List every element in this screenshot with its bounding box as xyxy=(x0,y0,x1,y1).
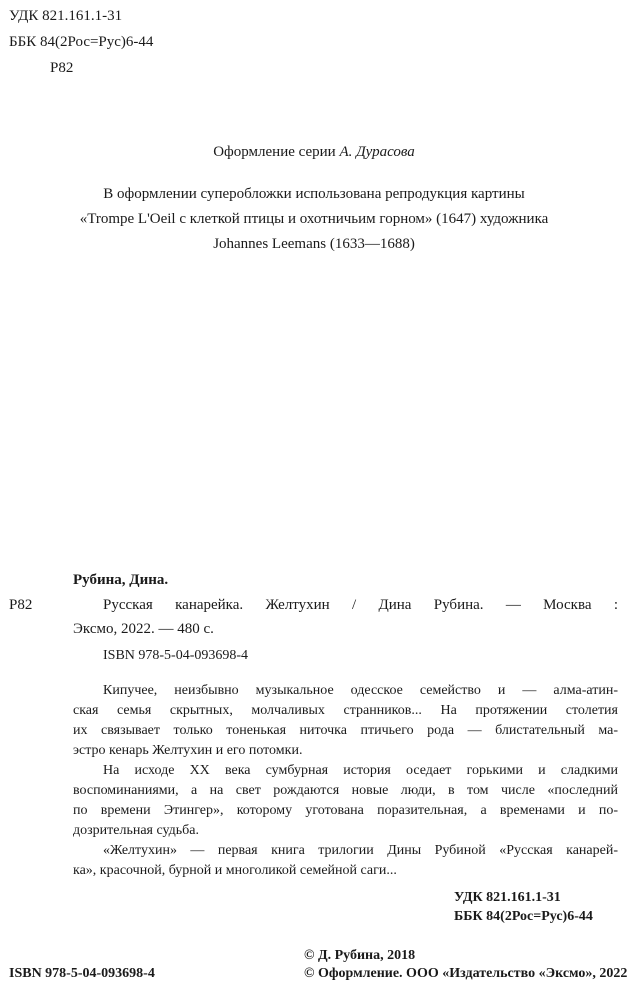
annotation-line: Кипучее, неизбывно музыкальное одесское семейство и — алма-атин- xyxy=(103,683,618,698)
copyright-author: © Д. Рубина, 2018 xyxy=(304,948,416,963)
copyright-design: © Оформление. ООО «Издательство «Эксмо», 2022 xyxy=(304,966,628,981)
annotation-line: по времени Этингер», которому уготована поразительная, а временами и по- xyxy=(73,803,618,818)
annotation-line: ская семья скрытных, молчаливых странников... На протяжении столетия xyxy=(73,703,618,718)
catalog-isbn: ISBN 978-5-04-093698-4 xyxy=(103,648,249,663)
series-designer-name: А. Дурасова xyxy=(339,144,415,160)
annotation-line: ка», красочной, бурной и многоликой семейной саги... xyxy=(73,863,397,878)
cover-note-line-2: «Trompe L'Oeil с клеткой птицы и охотничьим горном» (1647) художника xyxy=(79,211,549,227)
series-design-prefix: Оформление серии xyxy=(213,144,340,160)
catalog-title-line-1: Русская канарейка. Желтухин / Дина Рубина. — Москва : xyxy=(103,597,618,613)
annotation-line: эстро кенарь Желтухин и его потомки. xyxy=(73,743,303,758)
footer-isbn: ISBN 978-5-04-093698-4 xyxy=(9,966,155,981)
udk-code: УДК 821.161.1-31 xyxy=(9,8,123,24)
annotation-line: дозрительная судьба. xyxy=(73,823,199,838)
catalog-title-line-2: Эксмо, 2022. — 480 с. xyxy=(73,621,214,637)
annotation-line: их связывает только тоненькая ниточка птичьего рода — блистательный ма- xyxy=(73,723,618,738)
annotation-line: «Желтухин» — первая книга трилогии Дины Рубиной «Русская канарей- xyxy=(103,843,618,858)
cover-note-line-3: Johannes Leemans (1633—1688) xyxy=(213,236,415,252)
footer-udk: УДК 821.161.1-31 xyxy=(454,890,561,905)
catalog-author: Рубина, Дина. xyxy=(73,572,169,588)
catalog-mark: Р82 xyxy=(9,597,33,613)
annotation-line: воспоминаниями, а на свет рождаются новые люди, в том числе «последний xyxy=(73,783,618,798)
series-design-credit xyxy=(0,142,628,162)
author-mark: Р82 xyxy=(50,60,74,76)
annotation-line: На исходе XX века сумбурная история оседает горькими и сладкими xyxy=(103,763,618,778)
cover-note-line-1: В оформлении суперобложки использована репродукция картины xyxy=(103,186,525,202)
bbk-code: ББК 84(2Рос=Рус)6-44 xyxy=(9,34,154,50)
footer-bbk: ББК 84(2Рос=Рус)6-44 xyxy=(454,909,593,924)
